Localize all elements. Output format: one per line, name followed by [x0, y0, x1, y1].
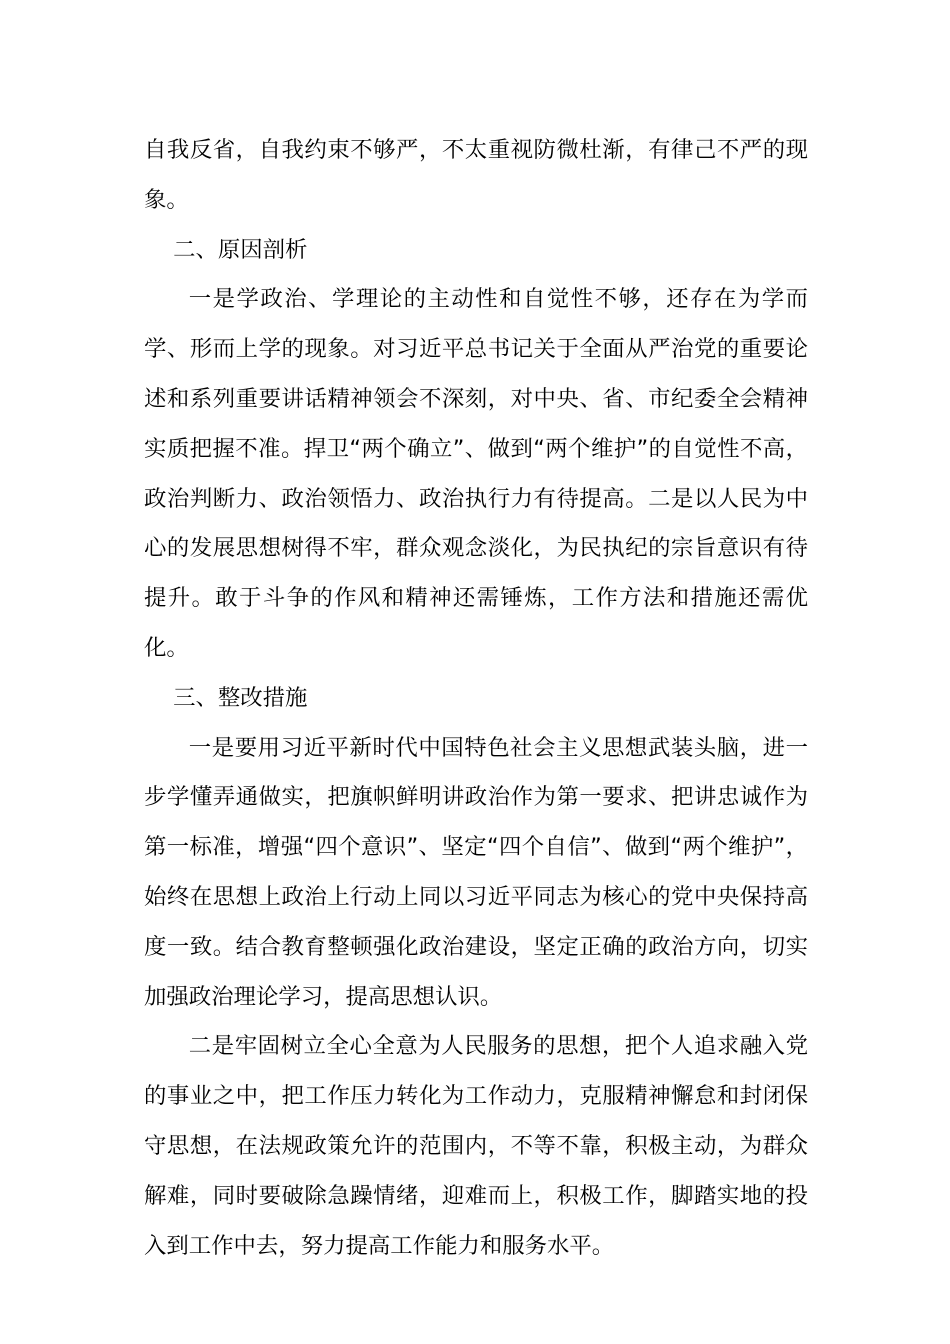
- section-heading-cause-analysis: 二、原因剖析: [173, 236, 308, 263]
- document-body: [144, 126, 808, 1271]
- paragraph-measure-two: 二是牢固树立全心全意为人民服务的思想，把个人追求融入党的事业之中，把工作压力转化为工作动力，克服精神懈怠和封闭保守思想，在法规政策允许的范围内，不等不靠，积极主动，为群众解难，同时要破除急躁情绪，迎难而上，积极工作，脚踏实地的投入到工作中去，努力提高工作能力和服务水平。: [144, 1033, 808, 1259]
- paragraph-continuation: 自我反省，自我约束不够严，不太重视防微杜渐，有律己不严的现象。: [144, 137, 808, 213]
- paragraph-cause-analysis: 一是学政治、学理论的主动性和自觉性不够，还存在为学而学、形而上学的现象。对习近平总书记关于全面从严治党的重要论述和系列重要讲话精神领会不深刻，对中央、省、市纪委全会精神实质把握不准。捍卫“两个确立”、做到“两个维护”的自觉性不高，政治判断力、政治领悟力、政治执行力有待提高。二是以人民为中心的发展思想树得不牢，群众观念淡化，为民执纪的宗旨意识有待提升。敢于斗争的作风和精神还需锤炼，工作方法和措施还需优化。: [144, 286, 808, 661]
- section-heading-rectification-measures: 三、整改措施: [173, 684, 308, 711]
- paragraph-measure-one: 一是要用习近平新时代中国特色社会主义思想武装头脑，进一步学懂弄通做实，把旗帜鲜明讲政治作为第一要求、把讲忠诚作为第一标准，增强“四个意识”、坚定“四个自信”、做到“两个维护”，始终在思想上政治上行动上同以习近平同志为核心的党中央保持高度一致。结合教育整顿强化政治建设，坚定正确的政治方向，切实加强政治理论学习，提高思想认识。: [144, 734, 808, 1010]
